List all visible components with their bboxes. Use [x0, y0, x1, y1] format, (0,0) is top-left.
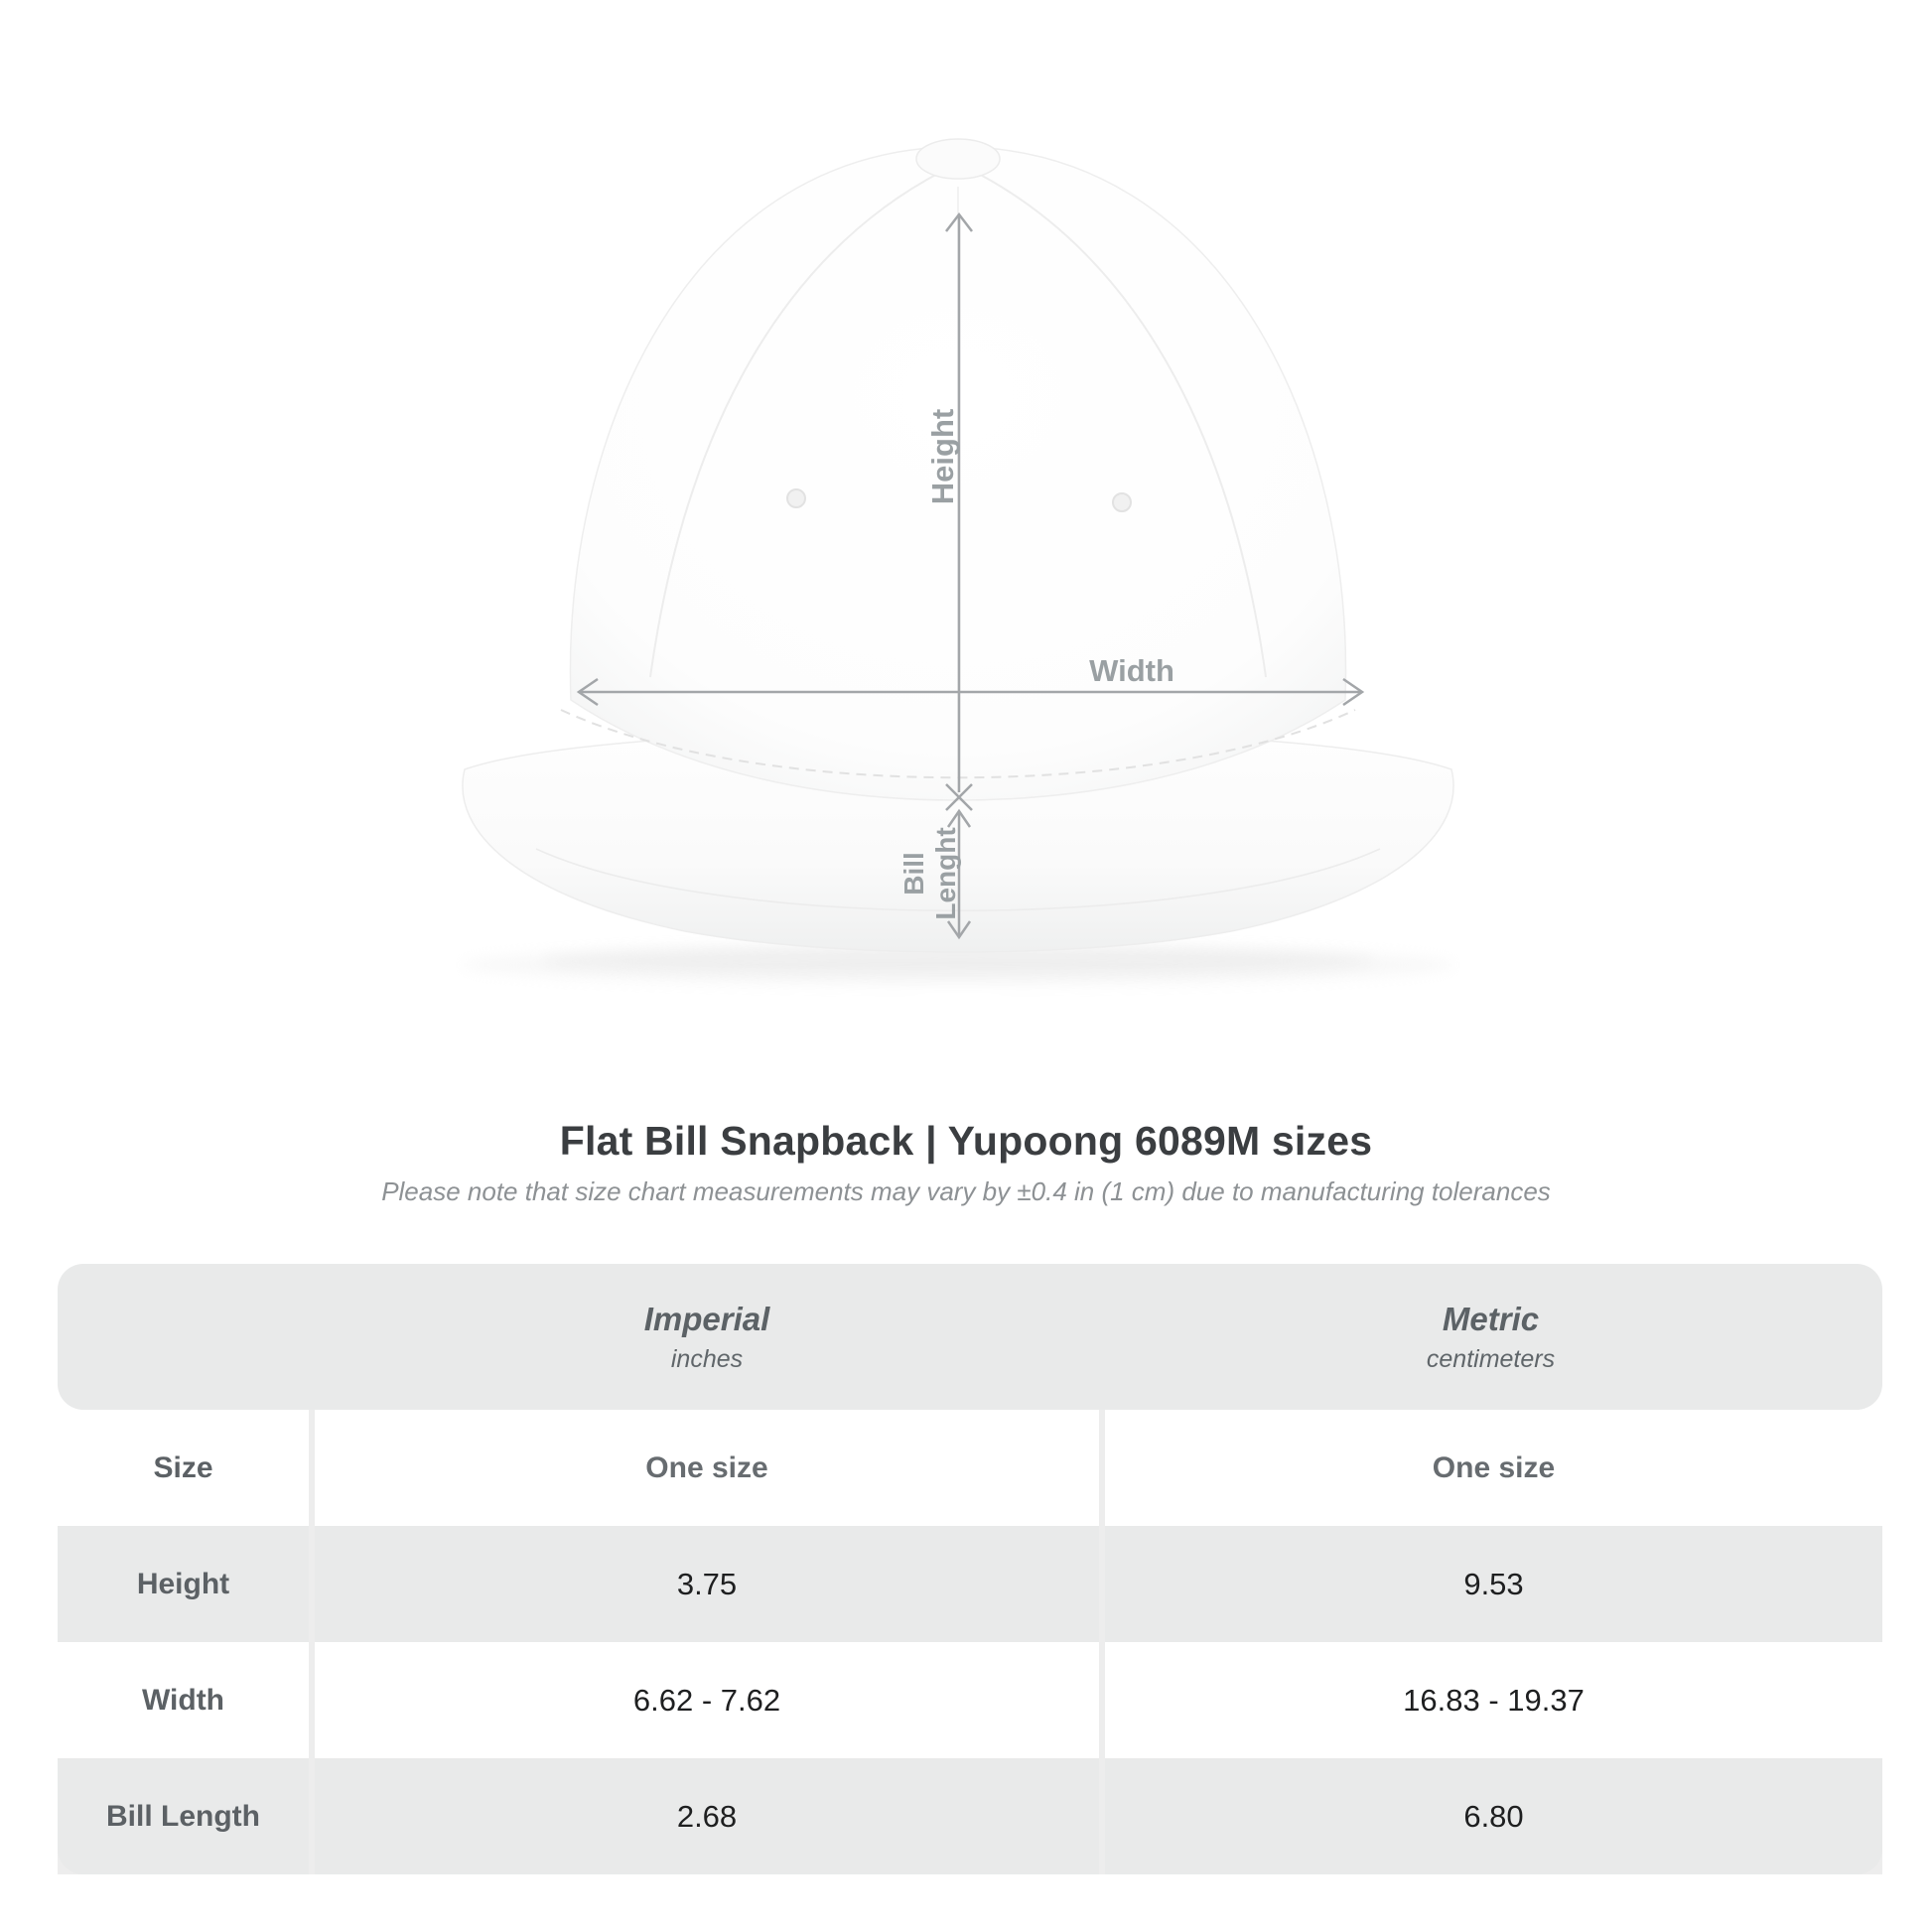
width-measure-label: Width	[1089, 653, 1174, 688]
metric-unit: centimeters	[1426, 1344, 1556, 1373]
imperial-unit: inches	[670, 1344, 744, 1373]
table-row-size	[58, 1410, 1882, 1526]
row-label: Size	[58, 1410, 309, 1526]
imperial-value: 6.62 - 7.62	[315, 1642, 1099, 1758]
imperial-title: Imperial	[643, 1300, 770, 1337]
imperial-value: 3.75	[315, 1526, 1099, 1642]
row-label: Bill Length	[58, 1758, 309, 1874]
row-label: Width	[58, 1642, 309, 1758]
height-measure-label: Height	[925, 408, 960, 505]
table-row-bill-length	[58, 1758, 1882, 1874]
page-title: Flat Bill Snapback | Yupoong 6089M sizes	[559, 1118, 1373, 1164]
row-label: Height	[58, 1526, 309, 1642]
metric-title: Metric	[1442, 1300, 1540, 1337]
imperial-value: One size	[315, 1410, 1099, 1526]
table-header	[58, 1264, 1882, 1410]
metric-column-header	[1099, 1301, 1882, 1374]
cap-eyelet-left	[787, 489, 805, 507]
svg-text:Lenght: Lenght	[930, 827, 961, 920]
heading-block	[0, 1118, 1932, 1207]
metric-value: 16.83 - 19.37	[1105, 1642, 1882, 1758]
metric-value: 6.80	[1105, 1758, 1882, 1874]
metric-value: 9.53	[1105, 1526, 1882, 1642]
table-row-height	[58, 1526, 1882, 1642]
page-subtitle: Please note that size chart measurements may vary by ±0.4 in (1 cm) due to manufacturing tolerances	[381, 1176, 1551, 1206]
cap-top-button	[916, 139, 1000, 179]
imperial-column-header	[315, 1301, 1099, 1374]
table-body	[58, 1410, 1882, 1874]
table-row-width	[58, 1642, 1882, 1758]
cap-eyelet-right	[1113, 493, 1131, 511]
metric-value: One size	[1105, 1410, 1882, 1526]
size-chart-table	[58, 1264, 1882, 1874]
imperial-value: 2.68	[315, 1758, 1099, 1874]
svg-text:Bill: Bill	[898, 852, 929, 896]
